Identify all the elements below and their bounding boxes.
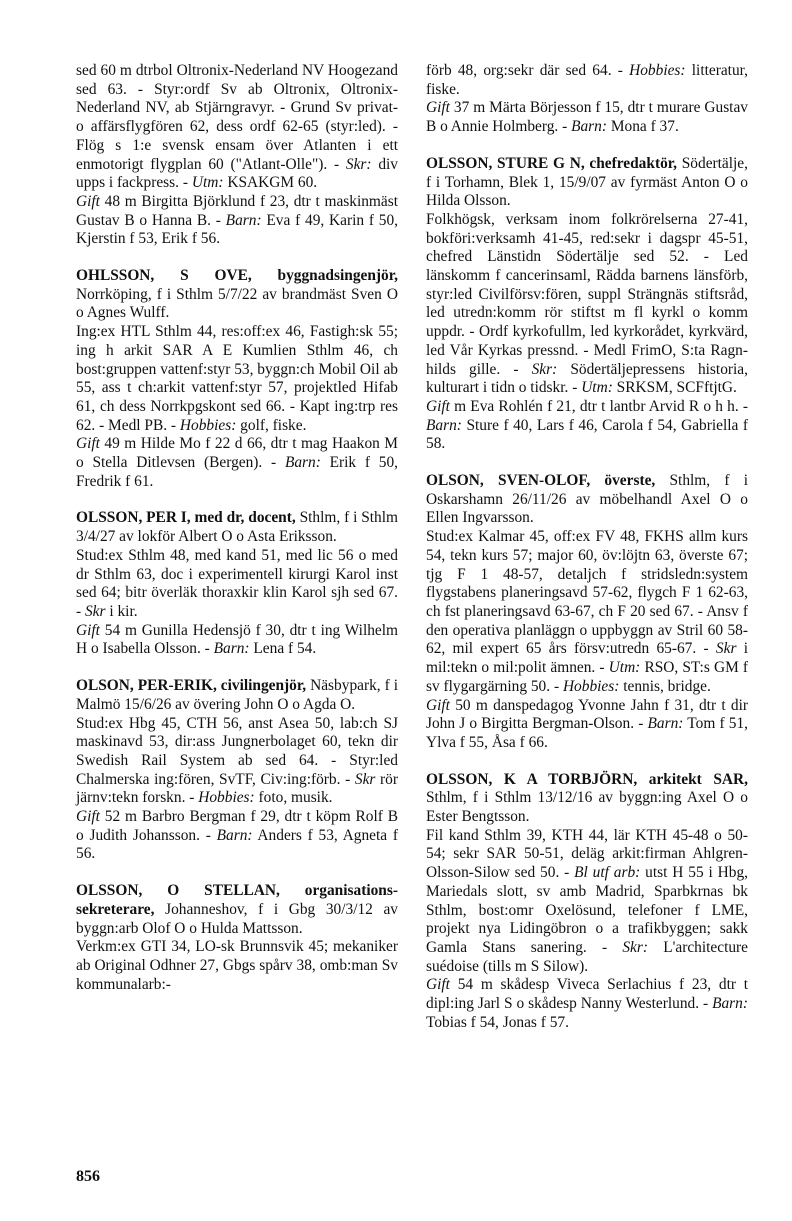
entry-heading: OLSSON, PER I, med dr, docent, Sthlm, f i Sthlm 3/4/27 av lokför Albert O o Asta Eriksson. [76, 509, 398, 546]
entry-heading: OLSON, SVEN-OLOF, överste, Sthlm, f i Oskarshamn 26/11/26 av möbelhandl Axel O o Ellen Ingvarsson. [426, 472, 748, 527]
left-column [76, 62, 398, 994]
entry-family: Gift 50 m danspedagog Yvonne Jahn f 31, dtr t dir John J o Birgitta Bergman-Olson. - Barn: Tom f 51, Ylva f 55, Åsa f 66. [426, 696, 748, 751]
entry-heading: OHLSSON, S OVE, byggnadsingenjör, Norrköping, f i Sthlm 5/7/22 av brandmäst Sven O o Agnes Wulff. [76, 267, 398, 322]
entry-career: Fil kand Sthlm 39, KTH 44, lär KTH 45-48 o 50-54; sekr SAR 50-51, deläg arkit:firman Ahlgren-Olsson-Silow sed 50. - Bl utf arb: utst H 55 i Hbg, Mariedals slott, sv amb Madrid, Sparbkrnas bk Sthlm, bost:omr Oxelösund, telefoner f LME, projekt nya Lidingöbron o a trafikbyggen; sakk Gamla Stans sanering. - Skr: L'architecture suédoise (tills m S Silow). [426, 826, 748, 975]
entry-career: Stud:ex Sthlm 48, med kand 51, med lic 56 o med dr Sthlm 63, doc i experimentell kirurgi Karol inst sed 64; bitr överläk thoraxkir klin Karol sjh sed 67. - Skr i kir. [76, 546, 398, 620]
right-column [426, 62, 748, 1032]
entry-career: Stud:ex Kalmar 45, off:ex FV 48, FKHS allm kurs 54, tekn kurs 57; major 60, öv:löjtn 63, överste 67; tjg F 1 48-57, detaljch f stridsledn:system flygstabens planeringsavd 57-62, flygch F 1 62-63, ch fst planeringsavd 63-67, ch F 20 sed 67. - Ansv f den operativa planläggn o uppbyggn av Stril 60 58-62, mil expert 65 års försv:utredn 65-67. - Skr i mil:tekn o mil:polit ämnen. - Utm: RSO, ST:s GM f sv flygargärning 50. - Hobbies: tennis, bridge. [426, 528, 749, 695]
entry-career: Stud:ex Hbg 45, CTH 56, anst Asea 50, lab:ch SJ maskinavd 53, dir:ass Jungnerbolaget 60, tekn dir Swedish Rail System ab sed 64. - Styr:led Chalmerska ing:fören, SvTF, Civ:ing:förb. - Skr rör järnv:tekn forskn. - Hobbies: foto, musik. [76, 714, 398, 807]
entry-family: Gift 54 m skådesp Viveca Serlachius f 23, dtr t dipl:ing Jarl S o skådesp Nanny Westerlund. - Barn: Tobias f 54, Jonas f 57. [426, 976, 748, 1031]
entry-career: Folkhögsk, verksam inom folkrörelserna 27-41, bokföri:verksamh 41-45, red:sekr i dagspr 45-51, chefred Länstidn Södertälje sed 52. - Led länskomm f cancerinsaml, Rädda barnens länsförb, styr:led Civilförsv:fören, suppl Strängnäs stiftsråd, led utredn:komm rör stiftst m fl kyrkl o komm uppdr. - Ordf kyrkofullm, led kyrkorådet, kyrkvärd, led Vår Kyrkas pressnd. - Medl FrimO, S:ta Ragnhilds gille. - Skr: Södertäljepressens historia, kulturart i tidn o tidskr. - Utm: SRKSM, SCFftjtG. [426, 210, 748, 397]
entry-family: Gift 48 m Birgitta Björklund f 23, dtr t maskinmäst Gustav B o Hanna B. - Barn: Eva f 49, Karin f 50, Kjerstin f 53, Erik f 56. [76, 192, 398, 248]
entry-continuation: sed 60 m dtrbol Oltronix-Nederland NV Hoogezand sed 63. - Styr:ordf Sv ab Oltronix, Oltronix-Nederland NV, ab Stjärngravyr. - Grund Sv privat- o affärsflygfören 62, dess ordf 62-65 (styr:led). - Flög s 1:e svensk ensam över Atlanten i ett enmotorigt flygplan 60 ("Atlant-Olle"). - Skr: div upps i fackpress. - Utm: KSAKGM 60. [76, 62, 398, 192]
entry-continuation: förb 48, org:sekr där sed 64. - Hobbies: litteratur, fiske. [426, 62, 749, 98]
entry-heading: OLSSON, O STELLAN, organisationssekreterare, Johanneshov, f i Gbg 30/3/12 av byggn:arb Olof O o Hulda Mattsson. [76, 882, 398, 937]
entry-family: Gift 37 m Märta Börjesson f 15, dtr t murare Gustav B o Annie Holmberg. - Barn: Mona f 37. [426, 99, 748, 136]
entry-family: Gift 52 m Barbro Bergman f 29, dtr t köpm Rolf B o Judith Johansson. - Barn: Anders f 53, Agneta f 56. [76, 808, 398, 863]
entry-heading: OLSSON, K A TORBJÖRN, arkitekt SAR, Sthlm, f i Sthlm 13/12/16 av byggn:ing Axel O o Ester Bengtsson. [426, 770, 748, 826]
entry-career: Ing:ex HTL Sthlm 44, res:off:ex 46, Fastigh:sk 55; ing h arkit SAR A E Kumlien Sthlm 46, ch bost:gruppen vattenf:styr 53, byggn:ch Mobil Oil ab 55, ass t ch:arkit vattenf:styr 57, projektled Hifab 61, ch dess Norrkpgskont sed 66. - Kapt ing:trp res 62. - Medl PB. - Hobbies: golf, fiske. [76, 323, 398, 434]
entry-heading: OLSSON, STURE G N, chefredaktör, Södertälje, f i Torhamn, Blek 1, 15/9/07 av fyrmäst Anton O o Hilda Olsson. [426, 154, 748, 210]
page-number: 856 [76, 1168, 100, 1185]
entry-family: Gift m Eva Rohlén f 21, dtr t lantbr Arvid R o h h. - Barn: Sture f 40, Lars f 46, Carola f 54, Gabriella f 58. [426, 397, 748, 453]
entry-family: Gift 54 m Gunilla Hedensjö f 30, dtr t ing Wilhelm H o Isabella Olsson. - Barn: Lena f 54. [76, 621, 398, 658]
entry-heading: OLSON, PER-ERIK, civilingenjör, Näsbypark, f i Malmö 15/6/26 av övering John O o Agda O. [76, 677, 398, 713]
entry-career: Verkm:ex GTI 34, LO-sk Brunnsvik 45; mekaniker ab Original Odhner 27, Gbgs spårv 38, omb:man Sv kommunalarb:- [76, 938, 398, 993]
entry-family: Gift 49 m Hilde Mo f 22 d 66, dtr t mag Haakon M o Stella Ditlevsen (Bergen). - Barn: Erik f 50, Fredrik f 61. [76, 435, 399, 490]
